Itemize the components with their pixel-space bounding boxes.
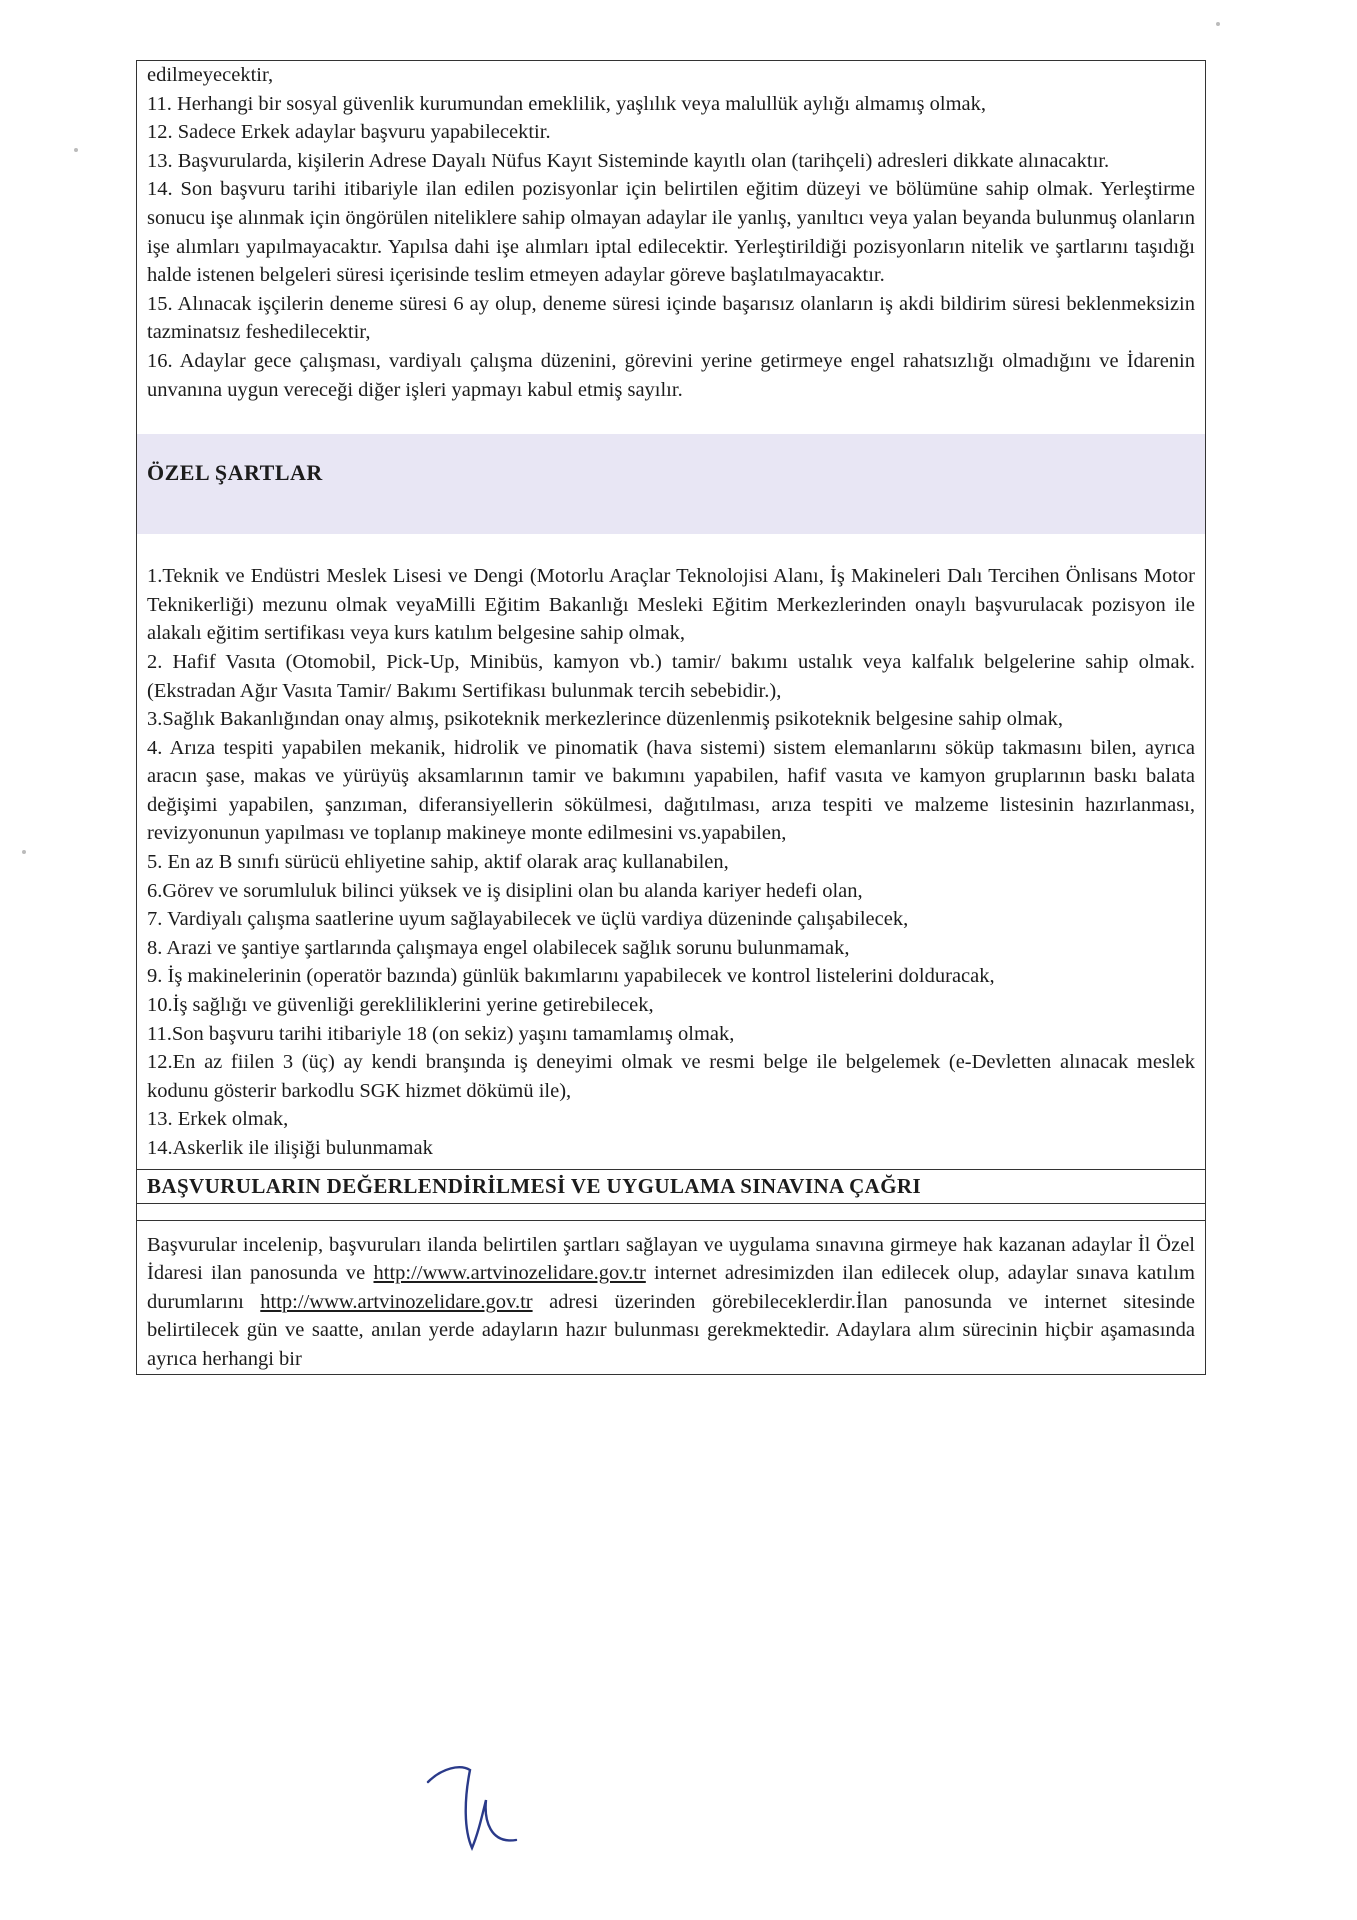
evaluation-paragraph: Başvurular incelenip, başvuruları ilanda belirtilen şartları sağlayan ve uygulama sınavına girmeye hak kazanan adaylar İl Özel İdaresi ilan panosunda ve http://www.artvinozelidare.gov.tr internet adresimizden ilan edilecek olup, adaylar sınava katılım durumlarını http://www.artvinozelidare.gov.tr adresi üzerinden görebileceklerdir.İlan panosunda ve internet sitesinde belirtilecek gün ve saatte, anılan yerde adayların hazır bulunması gerekmektedir. Adaylara alım sürecinin hiçbir aşamasında ayrıca herhangi bir (147, 1233, 1195, 1370)
document-frame (136, 60, 1206, 1375)
list-item: 5. En az B sınıfı sürücü ehliyetine sahip, aktif olarak araç kullanabilen, (147, 851, 729, 874)
list-item: 14.Askerlik ile ilişiği bulunmamak (147, 1137, 433, 1159)
general-conditions-list (137, 61, 1205, 404)
list-item: edilmeyecektir, (147, 64, 274, 86)
list-item: 12. Sadece Erkek adaylar başvuru yapabilecektir. (147, 121, 551, 144)
list-item: 7. Vardiyalı çalışma saatlerine uyum sağlayabilecek ve üçlü vardiya düzeninde çalışabilecek, (147, 908, 909, 931)
list-item: 11. Herhangi bir sosyal güvenlik kurumundan emeklilik, yaşlılık veya malullük aylığı almamış olmak, (147, 92, 987, 115)
handwritten-initial (420, 1760, 530, 1860)
special-conditions-header-band (137, 434, 1205, 534)
list-item: 13. Erkek olmak, (147, 1108, 289, 1131)
list-item: 2. Hafif Vasıta (Otomobil, Pick-Up, Minibüs, kamyon vb.) tamir/ bakımı ustalık veya kalfalık belgelerine sahip olmak. (Ekstradan Ağır Vasıta Tamir/ Bakımı Sertifikası bulunmak tercih sebebidir.), (147, 650, 1195, 702)
section-heading: ÖZEL ŞARTLAR (147, 460, 323, 486)
list-item: 12.En az fiilen 3 (üç) ay kendi branşında iş deneyimi olmak ve resmi belge ile belgelemek (e-Devletten alınacak meslek kodunu gösterir barkodlu SGK hizmet dökümü ile), (147, 1051, 1195, 1102)
list-item: 10.İş sağlığı ve güvenliği gerekliliklerini yerine getirebilecek, (147, 994, 654, 1017)
list-item: 4. Arıza tespiti yapabilen mekanik, hidrolik ve pinomatik (hava sistemi) sistem elemanlarını söküp takmasını bilen, ayrıca aracın şase, makas ve yürüyüş aksamlarının tamir ve bakımını yapabilen, hafif vasıta ve kamyon gruplarının baskı balata değişimi yapabilen, şanzıman, diferansiyellerin sökülmesi, dağıtılması, arıza tespiti ve malzeme listesinin hazırlanması, revizyonunun yapılması ve toplanıp makineye monte edilmesini vs.yapabilen, (147, 736, 1195, 845)
list-item: 13. Başvurularda, kişilerin Adrese Dayalı Nüfus Kayıt Sisteminde kayıtlı olan (tarihçeli) adresleri dikkate alınacaktır. (147, 149, 1110, 172)
special-conditions-list (137, 562, 1205, 1162)
list-item: 15. Alınacak işçilerin deneme süresi 6 ay olup, deneme süresi içinde başarısız olanların iş akdi bildirim süresi beklenmeksizin tazminatsız feshedilecektir, (147, 292, 1195, 344)
list-item: 8. Arazi ve şantiye şartlarında çalışmaya engel olabilecek sağlık sorunu bulunmamak, (147, 936, 850, 959)
list-item: 1.Teknik ve Endüstri Meslek Lisesi ve Dengi (Motorlu Araçlar Teknolojisi Alanı, İş Makineleri Dalı Tercihen Önlisans Motor Teknikerliği) mezunu olmak veyaMilli Eğitim Bakanlığı Mesleki Eğitim Merkezlerinden onaylı başvurulacak pozisyon ile alakalı eğitim sertifikası veya kurs katılım belgesine sahip olmak, (147, 565, 1195, 645)
website-link[interactable]: http://www.artvinozelidare.gov.tr (260, 1290, 533, 1313)
list-item: 6.Görev ve sorumluluk bilinci yüksek ve iş disiplini olan bu alanda kariyer hedefi olan, (147, 879, 863, 902)
list-item: 3.Sağlık Bakanlığından onay almış, psikoteknik merkezlerince düzenlenmiş psikoteknik belgesine sahip olmak, (147, 708, 1064, 731)
website-link[interactable]: http://www.artvinozelidare.gov.tr (373, 1262, 646, 1285)
list-item: 11.Son başvuru tarihi itibariyle 18 (on sekiz) yaşını tamamlamış olmak, (147, 1022, 735, 1045)
list-item: 9. İş makinelerinin (operatör bazında) günlük bakımlarını yapabilecek ve kontrol listelerini dolduracak, (147, 965, 995, 988)
evaluation-heading: BAŞVURULARIN DEĞERLENDİRİLMESİ VE UYGULAMA SINAVINA ÇAĞRI (137, 1169, 1205, 1204)
list-item: 14. Son başvuru tarihi itibariyle ilan edilen pozisyonlar için belirtilen eğitim düzeyi ve bölümüne sahip olmak. Yerleştirme sonucu işe alınmak için öngörülen niteliklere sahip olmayan adaylar ile yanlış, yanıltıcı veya yalan beyanda bulunmuş olanların işe alımları yapılmayacaktır. Yapılsa dahi işe alımları iptal edilecektir. Yerleştirildiği pozisyonların nitelik ve şartlarını taşıdığı halde istenen belgeleri süresi içerisinde teslim etmeyen adaylar göreve başlatılmayacaktır. (147, 178, 1195, 287)
list-item: 16. Adaylar gece çalışması, vardiyalı çalışma düzenini, görevini yerine getirmeye engel rahatsızlığı olmadığını ve İdarenin unvanına uygun vereceği diğer işleri yapmayı kabul etmiş sayılır. (147, 349, 1195, 401)
